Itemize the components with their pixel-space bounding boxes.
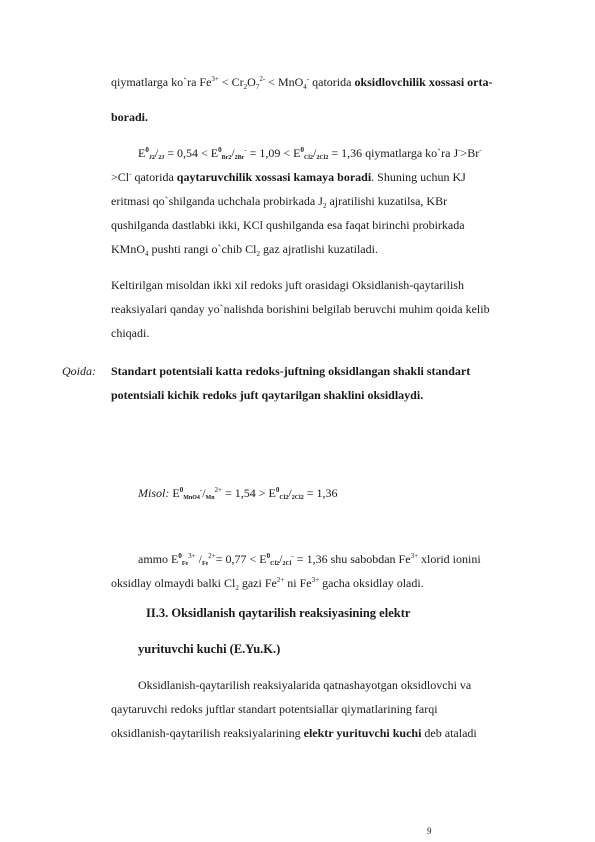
para2-line1 <box>138 146 482 160</box>
text: < Cr <box>218 75 244 89</box>
charge: 3+ <box>311 576 320 584</box>
text: >Br <box>460 146 480 160</box>
subscript: 4 <box>303 83 307 91</box>
para3-line2: reaksiyalari qanday yo`nalishda borishini belgilab beruvchi muhim qoida kelib <box>111 302 490 316</box>
superscript: 0 <box>218 146 222 154</box>
subscript: 2Cl <box>282 561 292 567</box>
text: gazi Fe <box>238 576 277 590</box>
rule-line2: potentsiali kichik redoks juft qaytarilgan shaklini oksidlaydi. <box>111 388 424 402</box>
text: = 1,36 qiymatlarga ko`ra J <box>328 146 459 160</box>
charge: - <box>306 75 310 83</box>
superscript: 0 <box>179 486 184 494</box>
para2-line5 <box>111 242 378 256</box>
superscript: 0 <box>266 552 271 560</box>
text: / <box>195 552 202 566</box>
text: eritmasi qo`shilganda uchchala probirkada J <box>111 194 323 208</box>
subscript: Fe <box>181 561 189 567</box>
para2-line4: qushilganda dastlabki ikki, KCl qushilganda esa faqat birinchi probirkada <box>111 218 465 232</box>
text: / <box>154 146 159 160</box>
subscript: Fe <box>201 561 209 567</box>
text: / <box>279 552 283 566</box>
para5-line2: qaytaruvchi redoks juftlar standart potentsiallar qiymatlarining farqi <box>111 702 438 716</box>
text: oksidlay olmaydi balki Cl <box>111 576 236 590</box>
superscript: 0 <box>145 146 149 154</box>
section-heading-line2: yurituvchi kuchi (E.Yu.K.) <box>138 642 281 656</box>
charge: - <box>244 146 247 154</box>
subscript: 2 <box>243 83 248 91</box>
text: KMnO <box>111 242 146 256</box>
subscript: 2Br <box>234 155 245 161</box>
para5-line1: Oksidlanish-qaytarilish reaksiyalarida qatnashayotgan oksidlovchi va <box>138 678 472 692</box>
text: qatorida <box>131 170 177 184</box>
charge: 2+ <box>276 576 285 584</box>
rule-line1: Standart potentsiali katta redoks-juftning oksidlangan shakli standart <box>111 364 471 378</box>
text: E <box>138 146 146 160</box>
superscript: 0 <box>300 146 304 154</box>
para4-line2 <box>111 576 424 590</box>
subscript: Mn <box>205 495 215 501</box>
charge: 2- <box>259 75 266 83</box>
text: >Cl <box>111 170 130 184</box>
text: = 0,77 < E <box>215 552 267 566</box>
text: gaz ajratlishi kuzatiladi. <box>260 242 378 256</box>
emphasis: oksidlovchilik xossasi orta- <box>354 75 493 89</box>
emphasis: elektr yurituvchi kuchi <box>303 726 422 740</box>
section-heading-line1: II.3. Oksidlanish qaytarilish reaksiyasining elektr <box>146 606 411 620</box>
superscript: 0 <box>275 486 280 494</box>
subscript: 2Cl2 <box>291 495 304 501</box>
text: deb ataladi <box>421 726 477 740</box>
subscript: 7 <box>255 83 260 91</box>
text: ajratilishi kuzatilsa, KBr <box>326 194 448 208</box>
text: . Shuning uchun KJ <box>371 170 466 184</box>
text: = 0,54 < E <box>164 146 219 160</box>
text: = 1,09 < E <box>246 146 301 160</box>
subscript: Cl2 <box>303 155 313 161</box>
subscript: 4 <box>145 250 149 258</box>
subscript: Cl2 <box>270 561 280 567</box>
text: O <box>247 75 256 89</box>
rule-label: Qoida: <box>62 364 96 378</box>
charge: - <box>129 170 132 178</box>
para1-line2: boradi. <box>111 110 149 124</box>
para4-line1 <box>138 552 481 566</box>
para2-line2 <box>111 170 466 184</box>
subscript: MnO4 <box>183 495 200 501</box>
superscript: 0 <box>178 552 182 560</box>
subscript: 2 <box>322 202 327 210</box>
text: = 1,54 > E <box>222 486 276 500</box>
text: qiymatlarga ko`ra Fe <box>111 75 212 89</box>
text: / <box>231 146 235 160</box>
text: = 1,36 <box>303 486 338 500</box>
charge: 2+ <box>214 486 222 494</box>
para2-line3 <box>111 194 447 208</box>
text: / <box>288 486 292 500</box>
example-line <box>138 486 338 500</box>
text: gacha oksidlay oladi. <box>319 576 424 590</box>
text: ni Fe <box>284 576 312 590</box>
text: xlorid ionini <box>418 552 481 566</box>
charge: - <box>199 486 203 494</box>
para3-line3: chiqadi. <box>111 326 150 340</box>
emphasis: qaytaruvchilik xossasi kamaya boradi <box>176 170 372 184</box>
text: pushti rangi o`chib Cl <box>148 242 257 256</box>
subscript: Cl2 <box>279 495 289 501</box>
charge: - <box>479 146 482 154</box>
subscript: J2 <box>148 155 155 161</box>
subscript: 2Cl2 <box>316 155 329 161</box>
para3-line1: Keltirilgan misoldan ikki xil redoks juft orasidagi Oksidlanish-qaytarilish <box>111 278 464 292</box>
text: / <box>312 146 317 160</box>
subscript: 2 <box>235 584 239 592</box>
para5-line3 <box>111 726 477 740</box>
text: ammo E <box>138 552 179 566</box>
text: qatorida <box>309 75 355 89</box>
page-number: 9 <box>427 826 432 836</box>
text: E <box>169 486 180 500</box>
charge: 3+ <box>188 552 196 560</box>
charge: - <box>458 146 461 154</box>
charge: - <box>291 552 294 560</box>
subscript: 2 <box>256 250 261 258</box>
charge: 2+ <box>208 552 216 560</box>
text: oksidlanish-qaytarilish reaksiyalarining <box>111 726 304 740</box>
subscript: 2J <box>158 155 165 161</box>
text: < MnO <box>265 75 304 89</box>
text: / <box>202 486 206 500</box>
subscript: Br2 <box>221 155 232 161</box>
charge: 3+ <box>410 552 419 560</box>
text: = 1,36 shu sabobdan Fe <box>293 552 411 566</box>
example-label: Misol: <box>138 486 170 500</box>
para1-line1 <box>111 75 492 89</box>
charge: 3+ <box>211 75 219 83</box>
